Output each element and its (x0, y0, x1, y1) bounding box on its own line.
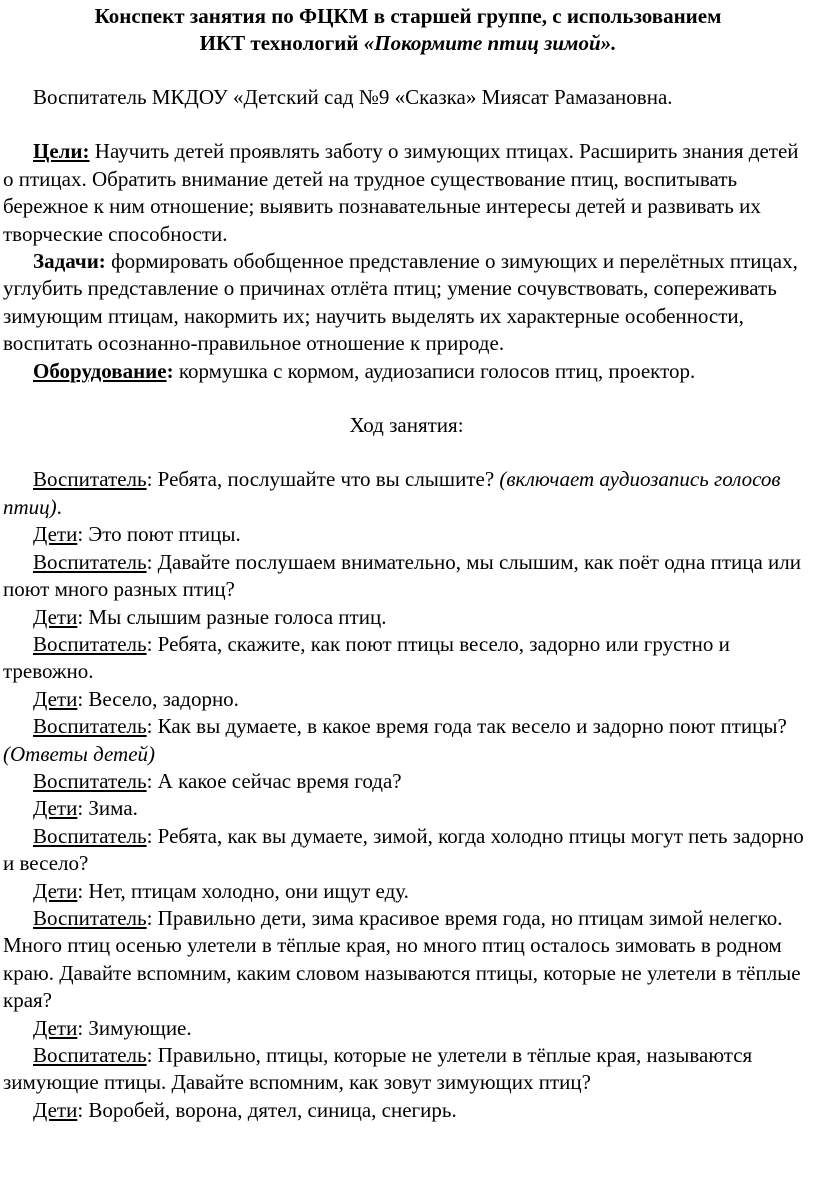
equipment-paragraph: Оборудование: кормушка с кормом, аудиозаписи голосов птиц, проектор. (33, 358, 696, 383)
goals-label: Цели: (33, 139, 90, 164)
dialogue-line: Воспитатель: Как вы думаете, в какое время года так весело и задорно поют птицы? (Ответы детей) (3, 714, 787, 766)
dialogue-line: Дети: Нет, птицам холодно, они ищут еду. (33, 878, 409, 903)
speaker: Воспитатель (33, 823, 147, 848)
dialogue-line: Воспитатель: Ребята, как вы думаете, зимой, когда холодно птицы могут петь задорно и весело? (3, 823, 804, 876)
dialogue-line: Воспитатель: Правильно дети, зима красивое время года, но птицам зимой нелегко. Много птиц осенью улетели в тёплые края, но много птиц осталось зимовать в родном краю. Давайте вспомним, каким словом называются птицы, которые не улетели в тёплые края? (3, 905, 801, 1013)
speaker: Воспитатель (33, 467, 147, 492)
document-title (0, 0, 816, 57)
speaker: Воспитатель (33, 549, 147, 574)
speaker: Дети (33, 522, 78, 547)
dialogue (3, 466, 810, 1124)
speaker: Воспитатель (33, 631, 147, 656)
speaker: Воспитатель (33, 1043, 147, 1067)
title-line-2: ИКТ технологий (199, 31, 364, 55)
speaker: Воспитатель (33, 768, 147, 793)
dialogue-line: Дети: Мы слышим разные голоса птиц. (33, 604, 387, 629)
equipment-text: кормушка с кормом, аудиозаписи голосов птиц, проектор. (173, 358, 696, 383)
document-body (0, 57, 816, 1124)
tasks-label: Задачи: (33, 249, 106, 274)
dialogue-line: Дети: Зимующие. (33, 1015, 192, 1040)
goals-paragraph (3, 138, 810, 248)
goals-text: Научить детей проявлять заботу о зимующих птицах. Расширить знания детей о птицах. Обратить внимание детей на трудное существование птиц, воспитывать бережное к ним отношение; выявить познавательные интересы детей и развивать их творческие способности. (3, 139, 799, 246)
dialogue-line: Дети: Зима. (33, 796, 138, 821)
speaker: Дети (33, 1097, 78, 1122)
speaker: Дети (33, 686, 78, 711)
speaker: Воспитатель (33, 714, 147, 739)
dialogue-line: Воспитатель: Давайте послушаем внимательно, мы слышим, как поёт одна птица или поют много разных птиц? (3, 549, 801, 602)
lesson-heading: Ход занятия: (349, 413, 464, 438)
tasks-paragraph (3, 248, 810, 358)
dialogue-line: Воспитатель: Правильно, птицы, которые не улетели в тёплые края, называются зимующие птицы. Давайте вспомним, как зовут зимующих птиц? (3, 1043, 753, 1095)
title-topic: «Покормите птиц зимой». (363, 31, 617, 55)
speaker: Дети (33, 1015, 78, 1040)
dialogue-line: Воспитатель: Ребята, послушайте что вы слышите? (включает аудиозапись голосов птиц). (3, 467, 781, 519)
tasks-text: формировать обобщенное представление о зимующих и перелётных птицах, углубить представление о причинах отлёта птиц; умение сочувствовать, сопереживать зимующим птицам, накормить их; научить выделять их характерные особенности, воспитать осознанно-правильное отношение к природе. (3, 249, 798, 356)
speaker: Воспитатель (33, 905, 147, 930)
title-line-1: Конспект занятия по ФЦКМ в старшей группе, с использованием (94, 4, 722, 28)
dialogue-line: Воспитатель: А какое сейчас время года? (33, 768, 402, 793)
speaker: Дети (33, 878, 78, 903)
dialogue-line: Воспитатель: Ребята, скажите, как поют птицы весело, задорно или грустно и тревожно. (3, 631, 730, 684)
speaker: Дети (33, 604, 78, 629)
dialogue-line: Дети: Весело, задорно. (33, 686, 239, 711)
speaker: Дети (33, 796, 78, 821)
equipment-label: Оборудование (33, 358, 167, 383)
dialogue-line: Дети: Это поют птицы. (33, 522, 241, 547)
dialogue-line: Дети: Воробей, ворона, дятел, синица, снегирь. (33, 1097, 457, 1122)
author-line: Воспитатель МКДОУ «Детский сад №9 «Сказка» Миясат Рамазановна. (33, 85, 673, 109)
